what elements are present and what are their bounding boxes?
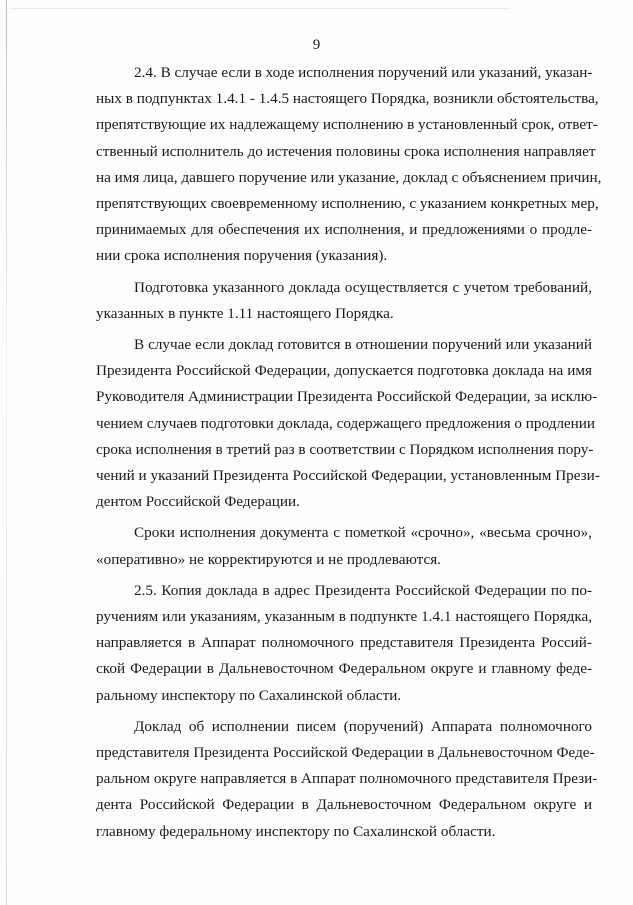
text-line: чений и указаний Президента Российской Федерации, установленным Прези- [96,467,600,485]
body-text [96,60,602,845]
scan-edge-left [6,0,7,905]
text-line: главному федеральному инспектору по Сахалинской области. [96,822,496,840]
text-line: срока исполнения в третий раз в соответствии с Порядком исполнения пору- [96,440,594,458]
text-line: «оперативно» не корректируются и не продлеваются. [96,550,441,568]
text-line: представителя Президента Российской Федерации в Дальневосточном Феде- [96,744,595,762]
text-line: нии срока исполнения поручения (указания). [96,247,388,265]
paragraph-urgent-deadlines [96,520,592,572]
text-line: В случае если доклад готовится в отношении поручений или указаний [134,336,592,354]
paragraph-letters-report [96,714,598,845]
text-line: ственный исполнитель до истечения половины срока исполнения направляет [96,142,596,160]
scan-edge-top [10,8,510,9]
text-line: Сроки исполнения документа с пометкой «срочно», «весьма срочно», [134,524,592,542]
text-line: 2.5. Копия доклада в адрес Президента Российской Федерации по по- [134,581,592,599]
paragraph-president-instructions [96,332,600,515]
page-number: 9 [312,37,321,53]
text-line: указанных в пункте 1.11 настоящего Порядка. [96,304,394,322]
paragraph-2-5 [96,578,592,709]
text-line: на имя лица, давшего поручение или указание, доклад с объяснением причин, [96,168,602,186]
text-line: препятствующие их надлежащему исполнению в установленный срок, ответ- [96,116,598,134]
text-line: направляется в Аппарат полномочного представителя Президента Россий- [96,634,592,652]
text-line: Президента Российской Федерации, допускается подготовка доклада на имя [96,362,592,380]
text-line: ральном округе направляется в Аппарат полномочного представителя Прези- [96,770,598,788]
paragraph-2-4 [96,60,602,270]
text-line: Доклад об исполнении писем (поручений) Аппарата полномочного [134,717,592,735]
text-line: Подготовка указанного доклада осуществляется с учетом требований, [134,278,592,296]
text-line: препятствующих своевременному исполнению, с указанием конкретных мер, [96,195,599,213]
text-line: ручениям или указаниям, указанным в подпункте 1.4.1 настоящего Порядка, [96,608,592,626]
text-line: чением случаев подготовки доклада, содержащего предложения о продлении [96,414,596,432]
paragraph-report-preparation [96,275,592,327]
text-line: ской Федерации в Дальневосточном Федеральном округе и главному феде- [96,660,592,678]
text-line: дентом Российской Федерации. [96,493,300,511]
text-line: дента Российской Федерации в Дальневосточном Федеральном округе и [96,796,592,814]
text-line: Руководителя Администрации Президента Российской Федерации, за исклю- [96,388,598,406]
text-line: ных в подпунктах 1.4.1 - 1.4.5 настоящего Порядка, возникли обстоятельства, [96,90,599,108]
text-line: принимаемых для обеспечения их исполнения, и предложениями о продле- [96,221,592,239]
text-line: 2.4. В случае если в ходе исполнения поручений или указаний, указан- [134,64,593,81]
text-line: ральному инспектору по Сахалинской области. [96,686,402,704]
